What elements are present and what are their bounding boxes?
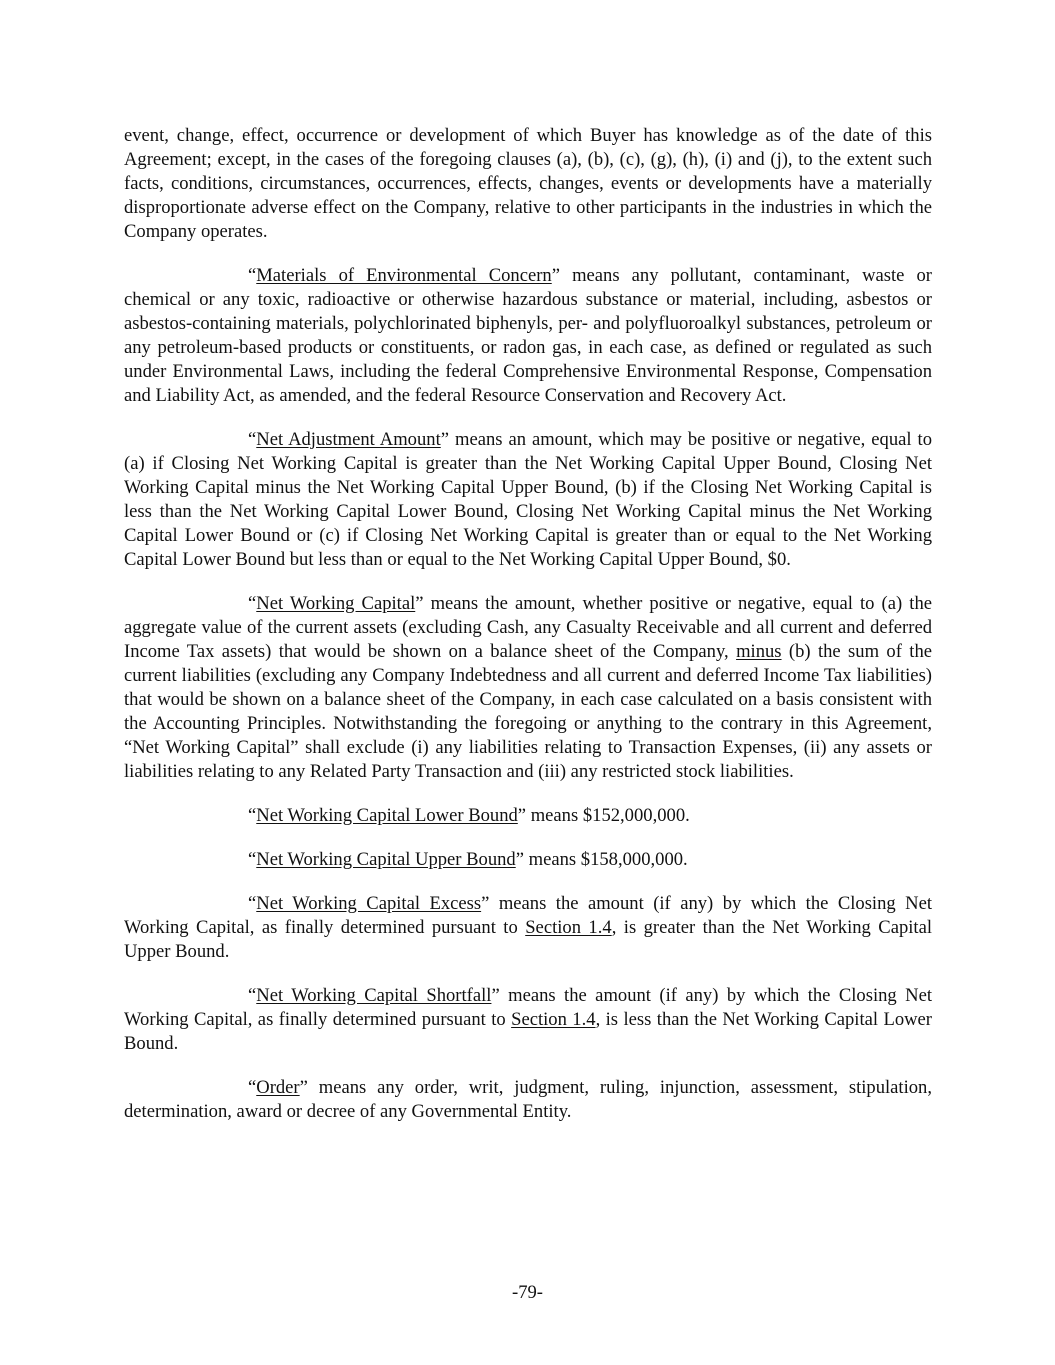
paragraph-text: event, change, effect, occurrence or development of which Buyer has knowledge as of the date of this Agreement; except, in the cases of the foregoing clauses (a), (b), (c), (g), (h), (i) and (j), to the extent such facts, conditions, circumstances, occurrences, effects, changes, events or developments have a materially disproportionate adverse effect on the Company, relative to other participants in the industries in which the Company operates. xyxy=(124,125,932,242)
defined-term: Net Working Capital Excess xyxy=(256,893,482,914)
open-quote: “ xyxy=(248,985,257,1006)
open-quote: “ xyxy=(248,805,257,826)
definition-text: ” means any pollutant, contaminant, waste or chemical or any toxic, radioactive or otherwise hazardous substance or material, including, asbestos or asbestos-containing materials, polychlorinated biphenyls, per- and polyfluoroalkyl substances, petroleum or any petroleum-based products or constituents, or radon gas, in each case, as defined or regulated as such under Environmental Laws, including the federal Comprehensive Environmental Response, Compensation and Liability Act, as amended, and the federal Resource Conservation and Recovery Act. xyxy=(124,265,932,406)
definition-materials-of-environmental-concern xyxy=(124,264,932,408)
paragraph-continuation xyxy=(124,124,932,244)
open-quote: “ xyxy=(248,429,257,450)
open-quote: “ xyxy=(248,893,257,914)
defined-term: Net Working Capital Upper Bound xyxy=(256,849,516,870)
emphasis-minus: minus xyxy=(736,641,782,662)
definition-net-working-capital-excess xyxy=(124,892,932,964)
definition-text: ” means $158,000,000. xyxy=(515,849,688,870)
definition-net-working-capital-lower-bound xyxy=(124,804,932,828)
definition-text: ” means any order, writ, judgment, ruling, injunction, assessment, stipulation, determination, award or decree of any Governmental Entity. xyxy=(124,1077,932,1122)
definition-text: , is greater than the Net Working Capital Upper Bound. xyxy=(124,917,932,962)
section-reference: Section 1.4 xyxy=(511,1009,596,1030)
open-quote: “ xyxy=(248,265,257,286)
definition-text: , is less than the Net Working Capital Lower Bound. xyxy=(124,1009,932,1054)
defined-term: Net Working Capital xyxy=(256,593,416,614)
definition-text: ” means the amount, whether positive or negative, equal to (a) the aggregate value of the current assets (excluding Cash, any Casualty Receivable and all current and deferred Income Tax assets) that would be shown on a balance sheet of the Company, xyxy=(124,593,932,662)
definition-text: ” means the amount (if any) by which the Closing Net Working Capital, as finally determined pursuant to xyxy=(124,893,932,938)
definition-order xyxy=(124,1076,932,1124)
open-quote: “ xyxy=(248,849,257,870)
definition-text: (b) the sum of the current liabilities (excluding any Company Indebtedness and all current and deferred Income Tax liabilities) that would be shown on a balance sheet of the Company, in each case calculated on a basis consistent with the Accounting Principles. Notwithstanding the foregoing or anything to the contrary in this Agreement, “Net Working Capital” shall exclude (i) any liabilities relating to Transaction Expenses, (ii) any assets or liabilities relating to any Related Party Transaction and (iii) any restricted stock liabilities. xyxy=(124,641,932,782)
definition-net-working-capital-upper-bound xyxy=(124,848,932,872)
defined-term: Net Working Capital Lower Bound xyxy=(256,805,518,826)
definition-text: ” means the amount (if any) by which the Closing Net Working Capital, as finally determined pursuant to xyxy=(124,985,932,1030)
definition-text: ” means $152,000,000. xyxy=(517,805,690,826)
open-quote: “ xyxy=(248,1077,257,1098)
definition-net-working-capital-shortfall xyxy=(124,984,932,1056)
definition-net-adjustment-amount xyxy=(124,428,932,572)
defined-term: Materials of Environmental Concern xyxy=(256,265,552,286)
open-quote: “ xyxy=(248,593,257,614)
definition-net-working-capital xyxy=(124,592,932,784)
defined-term: Order xyxy=(256,1077,300,1098)
section-reference: Section 1.4 xyxy=(525,917,612,938)
page-number: -79- xyxy=(512,1282,543,1303)
defined-term: Net Adjustment Amount xyxy=(256,429,441,450)
document-page xyxy=(124,124,932,1144)
defined-term: Net Working Capital Shortfall xyxy=(256,985,492,1006)
definition-text: ” means an amount, which may be positive or negative, equal to (a) if Closing Net Working Capital is greater than the Net Working Capital Upper Bound, Closing Net Working Capital minus the Net Working Capital Upper Bound, (b) if the Closing Net Working Capital is less than the Net Working Capital Lower Bound, Closing Net Working Capital minus the Net Working Capital Lower Bound or (c) if Closing Net Working Capital is greater than or equal to the Net Working Capital Lower Bound but less than or equal to the Net Working Capital Upper Bound, $0. xyxy=(124,429,932,570)
